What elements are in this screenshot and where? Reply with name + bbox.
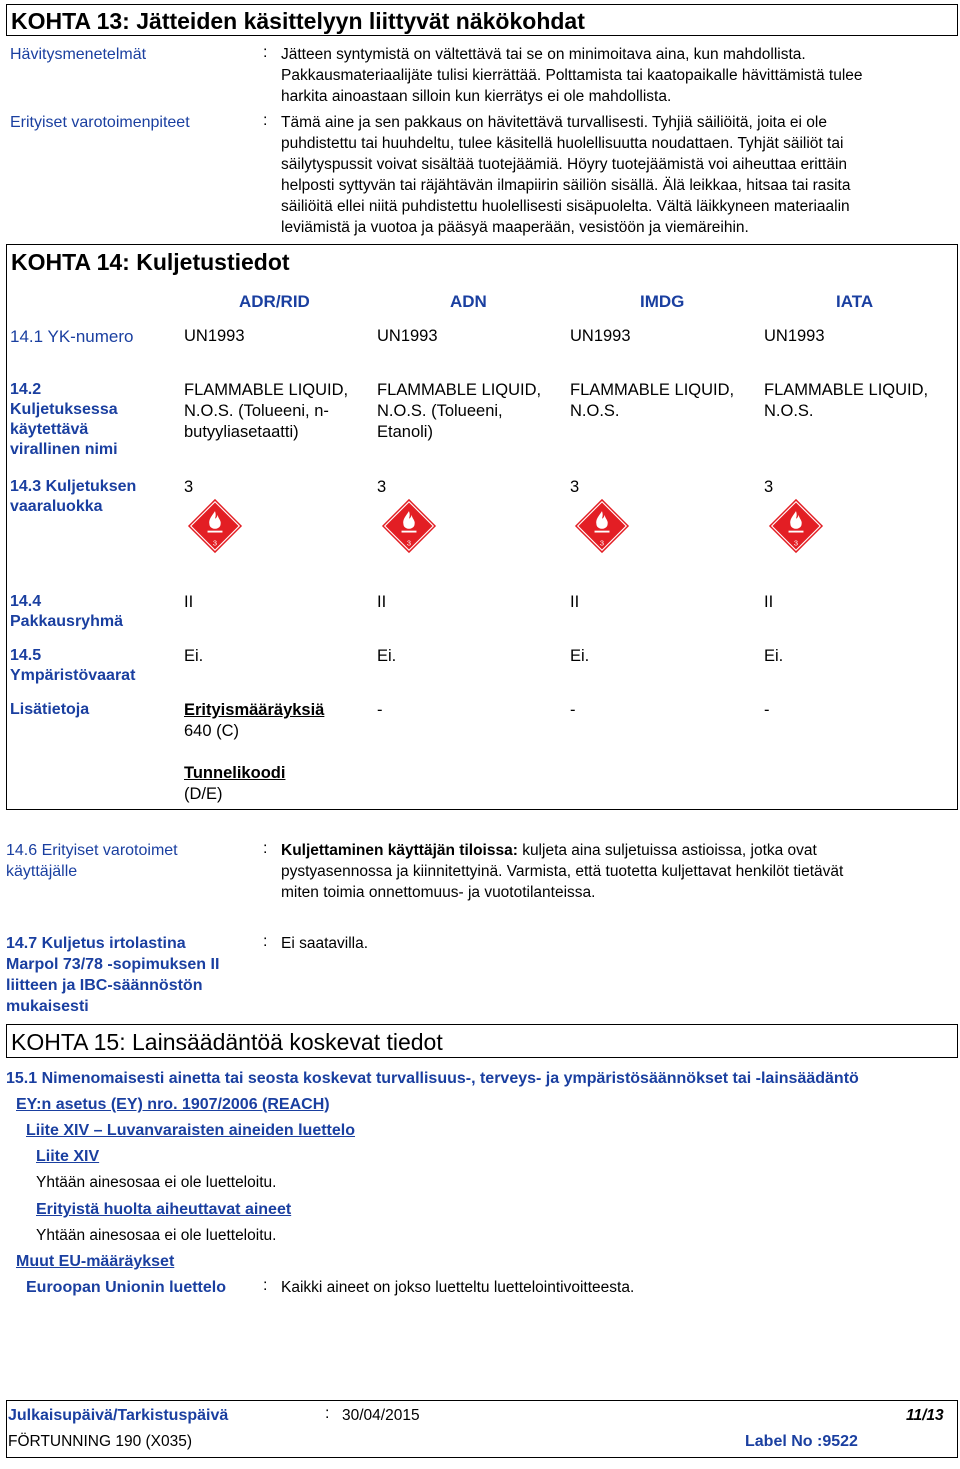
un-value: UN1993 xyxy=(570,327,631,345)
colon: : xyxy=(263,112,268,129)
disposal-label: Hävitysmenetelmät xyxy=(10,46,147,63)
eu-inventory-value: Kaikki aineet on jokso luetteltu luettelointivoitteesta. xyxy=(281,1279,635,1296)
special-line: Tämä aine ja sen pakkaus on hävitettävä turvallisesti. Tyhjiä säiliöitä, joita ei ole xyxy=(281,114,827,131)
label-line: käyttäjälle xyxy=(6,863,78,880)
label-line: vaaraluokka xyxy=(10,498,103,515)
special-line: leviämistä ja vuotoa ja pääsyä maaperään, vesistöön ja viemäreihin. xyxy=(281,219,749,236)
annex-xiv-link[interactable]: Liite XIV xyxy=(36,1148,100,1165)
issue-date-label: Julkaisupäivä/Tarkistuspäivä xyxy=(8,1407,229,1424)
name-line: butyyliasetaatti) xyxy=(184,423,299,441)
user-precautions-label xyxy=(6,840,178,882)
un-number-label: 14.1 YK-numero xyxy=(10,327,134,346)
name-line: FLAMMABLE LIQUID, xyxy=(377,381,542,399)
pictogram-digit: 3 xyxy=(406,538,412,548)
hazard-class-value: 3 xyxy=(184,478,194,496)
shipping-name-imdg xyxy=(570,380,734,422)
colon: : xyxy=(263,840,268,857)
hazard-class-value: 3 xyxy=(377,478,387,496)
label-line: Pakkausryhmä xyxy=(10,613,123,630)
reach-link[interactable]: EY:n asetus (EY) nro. 1907/2006 (REACH) xyxy=(16,1096,330,1113)
shipping-name-iata xyxy=(764,380,928,422)
section-15-title: KOHTA 15: Lainsäädäntöä koskevat tiedot xyxy=(6,1024,958,1058)
colon: : xyxy=(263,933,268,950)
special-line: helposti syttyvän tai räjähtävän ilmapiirin säiliön sisällä. Älä leikkaa, hitsaa tai rasita xyxy=(281,177,851,194)
hazard-class-value: 3 xyxy=(764,478,774,496)
special-precautions-text xyxy=(281,112,850,238)
col-iata: IATA xyxy=(836,292,874,311)
disposal-text xyxy=(281,44,863,107)
label-line: 14.7 Kuljetus irtolastina xyxy=(6,935,186,952)
special-precautions-label: Erityiset varotoimenpiteet xyxy=(10,114,190,131)
pictogram-digit: 3 xyxy=(212,538,218,548)
svhc-text: Yhtään ainesosaa ei ole luetteloitu. xyxy=(36,1227,277,1244)
section-14-title: KOHTA 14: Kuljetustiedot xyxy=(6,244,958,278)
label-line: Ympäristövaarat xyxy=(10,667,136,684)
name-line: N.O.S. xyxy=(764,402,814,420)
shipping-name-adn xyxy=(377,380,541,443)
packing-group-value: II xyxy=(377,593,387,611)
additional-info-adn: - xyxy=(377,701,383,719)
hazard-class-label xyxy=(10,477,136,517)
environmental-hazards-label xyxy=(10,646,135,686)
bulk-transport-label xyxy=(6,933,219,1017)
name-line: N.O.S. (Tolueeni, xyxy=(377,402,503,420)
label-line: käytettävä xyxy=(10,421,89,438)
other-eu-link[interactable]: Muut EU-määräykset xyxy=(16,1253,175,1270)
label-number: Label No :9522 xyxy=(745,1433,858,1450)
annex-xiv-text: Yhtään ainesosaa ei ole luetteloitu. xyxy=(36,1174,277,1191)
label-line: 14.3 Kuljetuksen xyxy=(10,478,137,495)
pictogram-digit: 3 xyxy=(599,538,605,548)
label-line: 14.6 Erityiset varotoimet xyxy=(6,842,178,859)
un-value: UN1993 xyxy=(764,327,825,345)
un-value: UN1993 xyxy=(377,327,438,345)
flammable-pictogram-icon xyxy=(381,498,437,554)
name-line: Etanoli) xyxy=(377,423,433,441)
label-line: mukaisesti xyxy=(6,998,89,1015)
page-number: 11/13 xyxy=(906,1407,944,1424)
bulk-transport-value: Ei saatavilla. xyxy=(281,935,369,952)
shipping-name-adr xyxy=(184,380,348,443)
packing-group-value: II xyxy=(764,593,774,611)
annex-xiv-list-link[interactable]: Liite XIV – Luvanvaraisten aineiden luettelo xyxy=(26,1122,355,1139)
col-imdg: IMDG xyxy=(640,292,685,311)
user-line: pystyasennossa ja kiinnitettyinä. Varmista, että tuotetta kuljettavat henkilöt tietävät xyxy=(281,863,844,880)
env-hazard-value: Ei. xyxy=(184,647,204,665)
disposal-line: Pakkausmateriaalijäte tulisi kierrättää. Polttamista tai kaatopaikalle hävittämistä tulee xyxy=(281,67,863,84)
special-line: säilytyspussit voivat sisältää tuotejäämiä. Höyry tuotejäämistä voi aiheuttaa erittäin xyxy=(281,156,848,173)
name-line: FLAMMABLE LIQUID, xyxy=(570,381,735,399)
env-hazard-value: Ei. xyxy=(570,647,590,665)
un-value: UN1993 xyxy=(184,327,245,345)
env-hazard-value: Ei. xyxy=(377,647,397,665)
tunnel-code-link: Tunnelikoodi xyxy=(184,764,286,782)
name-line: N.O.S. (Tolueeni, n- xyxy=(184,402,329,420)
eu-inventory-label: Euroopan Unionin luettelo xyxy=(26,1279,226,1296)
col-adr-rid: ADR/RID xyxy=(239,292,310,311)
special-provisions-link: Erityismääräyksiä xyxy=(184,701,325,719)
label-line: Marpol 73/78 -sopimuksen II xyxy=(6,956,220,973)
special-line: säiliöitä ellei niitä puhdistettu huolellisesti sisäpuolelta. Vältä läikkyneen materiaalin xyxy=(281,198,850,215)
additional-info-adr xyxy=(184,700,324,805)
product-name: FÖRTUNNING 190 (X035) xyxy=(8,1433,193,1450)
label-line: Kuljetuksessa xyxy=(10,401,118,418)
additional-info-label: Lisätietoja xyxy=(10,701,90,718)
colon: : xyxy=(263,1277,268,1294)
label-line: 14.4 xyxy=(10,593,42,610)
label-line: liitteen ja IBC-säännöstön xyxy=(6,977,203,994)
section-13-title: KOHTA 13: Jätteiden käsittelyyn liittyvät näkökohdat xyxy=(6,4,958,36)
colon: : xyxy=(263,44,268,61)
additional-info-imdg: - xyxy=(570,701,576,719)
svhc-link[interactable]: Erityistä huolta aiheuttavat aineet xyxy=(36,1201,292,1218)
label-line: virallinen nimi xyxy=(10,441,118,458)
hazard-class-value: 3 xyxy=(570,478,580,496)
disposal-line: Jätteen syntymistä on vältettävä tai se on minimoitava aina, kun mahdollista. xyxy=(281,46,806,63)
env-hazard-value: Ei. xyxy=(764,647,784,665)
flammable-pictogram-icon xyxy=(187,498,243,554)
packing-group-label xyxy=(10,592,123,632)
flammable-pictogram-icon xyxy=(768,498,824,554)
packing-group-value: II xyxy=(570,593,580,611)
col-adn: ADN xyxy=(450,292,487,311)
name-line: N.O.S. xyxy=(570,402,620,420)
tunnel-code-value: (D/E) xyxy=(184,785,223,803)
issue-date-value: 30/04/2015 xyxy=(342,1407,420,1424)
pictogram-digit: 3 xyxy=(793,538,799,548)
name-line: FLAMMABLE LIQUID, xyxy=(764,381,929,399)
user-precautions-bold: Kuljettaminen käyttäjän tiloissa: xyxy=(281,842,518,859)
proper-shipping-name-label xyxy=(10,380,118,460)
flammable-pictogram-icon xyxy=(574,498,630,554)
regulations-subtitle: 15.1 Nimenomaisesti ainetta tai seosta koskevat turvallisuus-, terveys- ja ympäristösäännökset tai -lainsäädäntö xyxy=(6,1070,859,1087)
packing-group-value: II xyxy=(184,593,194,611)
additional-info-iata: - xyxy=(764,701,770,719)
name-line: FLAMMABLE LIQUID, xyxy=(184,381,349,399)
disposal-line: harkita ainoastaan silloin kun kierrätys ei ole mahdollista. xyxy=(281,88,672,105)
user-line: kuljeta aina suljetuissa astioissa, jotka ovat xyxy=(522,842,817,859)
label-line: 14.2 xyxy=(10,381,42,398)
user-precautions-text xyxy=(281,840,843,903)
special-provisions-value: 640 (C) xyxy=(184,722,240,740)
user-line: miten toimia onnettomuus- ja vuototilanteissa. xyxy=(281,884,596,901)
colon: : xyxy=(325,1405,330,1422)
label-line: 14.5 xyxy=(10,647,42,664)
special-line: puhdistettu tai huuhdeltu, tulee käsitellä huolellisuutta noudattaen. Tyhjät säiliöt tai xyxy=(281,135,844,152)
